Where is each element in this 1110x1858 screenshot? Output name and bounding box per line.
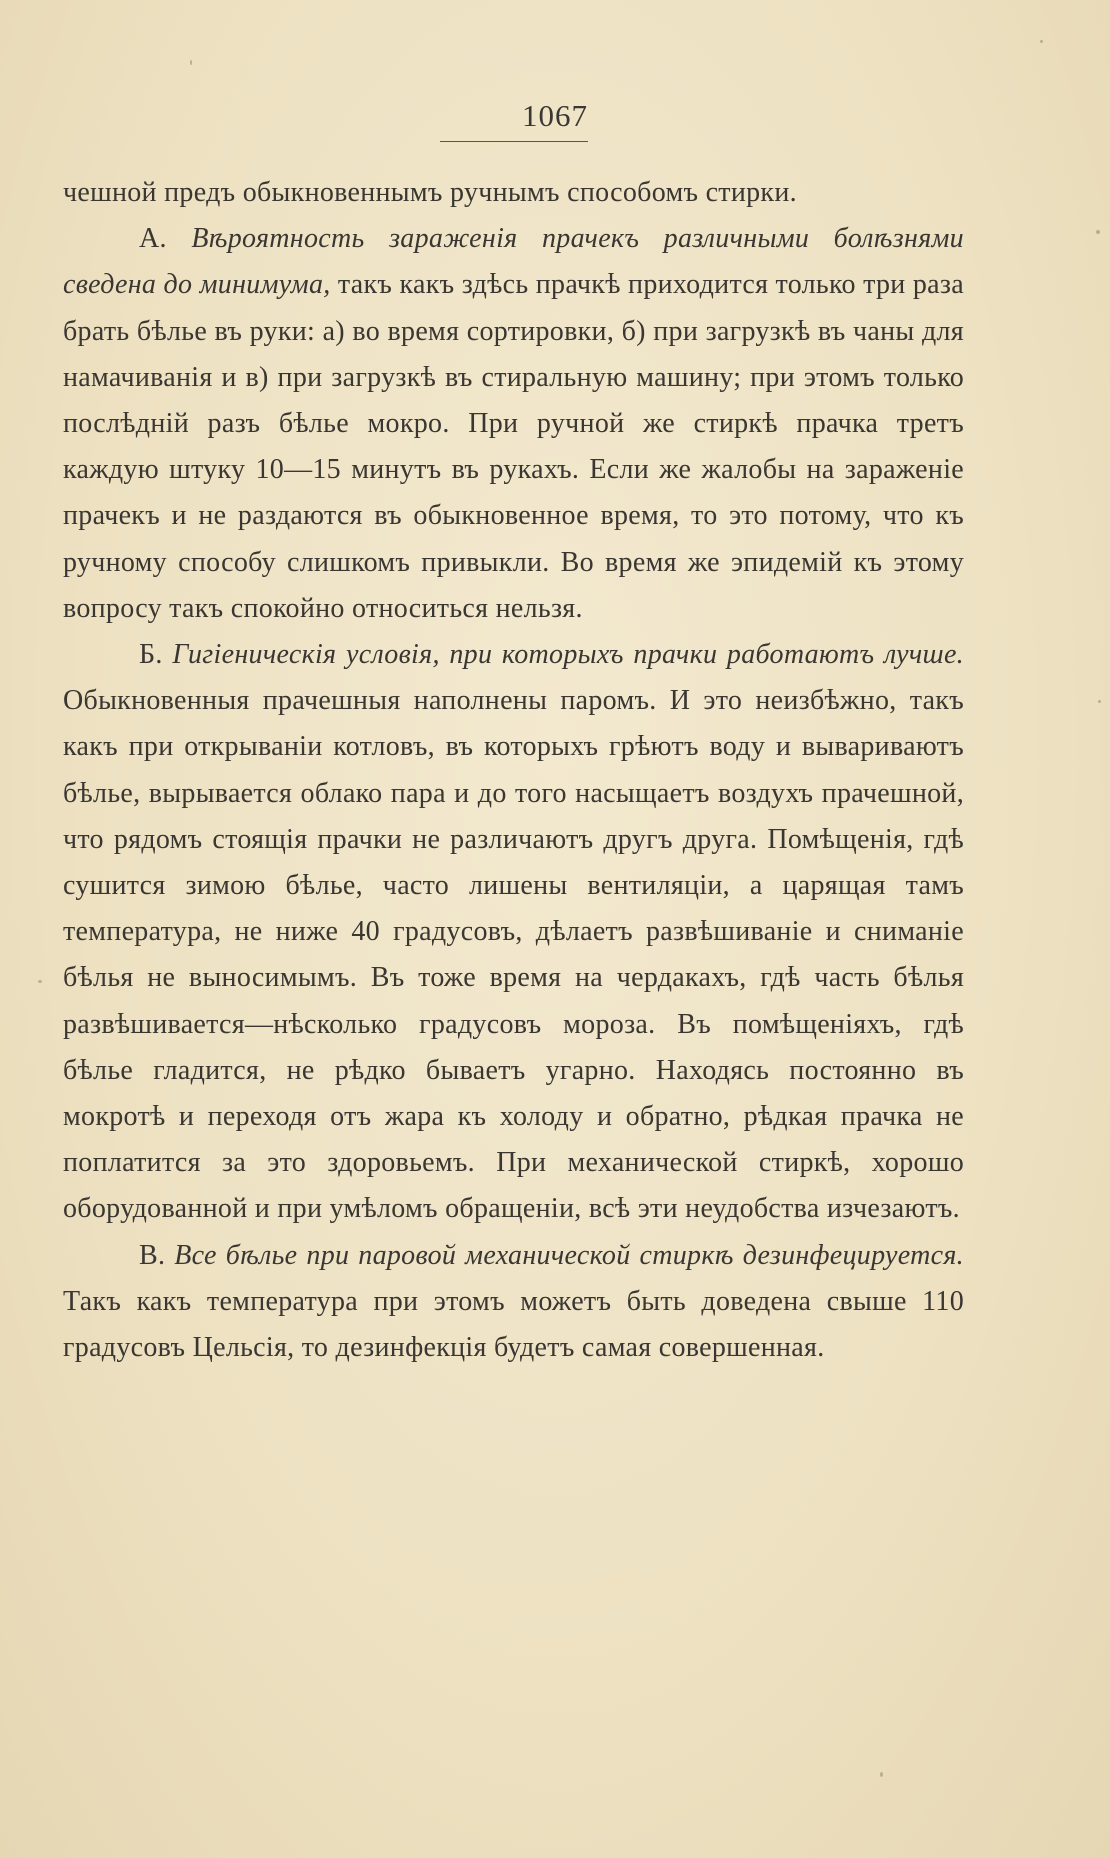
page-number-rule [440, 141, 588, 142]
paper-speck [1098, 700, 1101, 703]
section-a-heading: Вѣроятность зараженія прачекъ различными болѣзнями сведена до минимума, [63, 223, 964, 301]
section-v-text: Такъ какъ температура при этомъ можетъ быть доведена свыше 110 градусовъ Цельсія, то дезинфекція будетъ самая совершенная. [63, 1285, 964, 1364]
paper-speck [1096, 230, 1100, 234]
paragraph-section-a [63, 216, 964, 632]
section-v-marker: В. [139, 1239, 166, 1271]
section-v-heading: Все бѣлье при паровой механической стиркѣ дезинфецируется. [174, 1239, 964, 1271]
paragraph-section-v [63, 1233, 964, 1372]
section-b-marker: Б. [139, 639, 163, 671]
section-b-heading: Гигіеническія условія, при которыхъ прачки работаютъ лучше. [172, 639, 964, 671]
paragraph-continuation: чешной предъ обыкновеннымъ ручнымъ способомъ стирки. [63, 177, 797, 208]
page-body [63, 170, 964, 1371]
paper-speck [1040, 40, 1043, 43]
section-a-marker: А. [139, 223, 167, 255]
section-b-text: Обыкновенныя прачешныя наполнены паромъ. И это неизбѣжно, такъ какъ при открываніи котловъ, въ которыхъ грѣютъ воду и вывариваютъ бѣлье, вырывается облако пара и до того насыщаетъ воздухъ прачешной, что рядомъ стоящія прачки не различаютъ другъ друга. Помѣщенія, гдѣ сушится зимою бѣлье, часто лишены вентиляціи, а царящая тамъ температура, не ниже 40 градусовъ, дѣлаетъ развѣшиваніе и сниманіе бѣлья не выносимымъ. Въ тоже время на чердакахъ, гдѣ часть бѣлья развѣшивается—нѣсколько градусовъ мороза. Въ помѣщеніяхъ, гдѣ бѣлье гладится, не рѣдко бываетъ угарно. Находясь постоянно въ мокротѣ и переходя отъ жара къ холоду и обратно, рѣдкая прачка не поплатится за это здоровьемъ. При механической стиркѣ, хорошо оборудованной и при умѣломъ обращеніи, всѣ эти неудобства изчезаютъ. [63, 685, 964, 1225]
paper-speck [880, 1772, 883, 1777]
section-a-text: такъ какъ здѣсь прачкѣ приходится только три раза брать бѣлье въ руки: а) во время сортировки, б) при загрузкѣ въ чаны для намачиванія и в) при загрузкѣ въ стиральную машину; при этомъ только послѣдній разъ бѣлье мокро. При ручной же стиркѣ прачка третъ каждую штуку 10—15 минутъ въ рукахъ. Если же жалобы на зараженіе прачекъ и не раздаются въ обыкновенное время, то это потому, что къ ручному способу слишкомъ привыкли. Во время же эпидемій къ этому вопросу такъ спокойно относиться нельзя. [63, 269, 964, 624]
paper-speck [190, 60, 192, 65]
paragraph-section-b [63, 632, 964, 1233]
paper-speck [38, 980, 42, 983]
page-number: 1067 [522, 98, 588, 133]
